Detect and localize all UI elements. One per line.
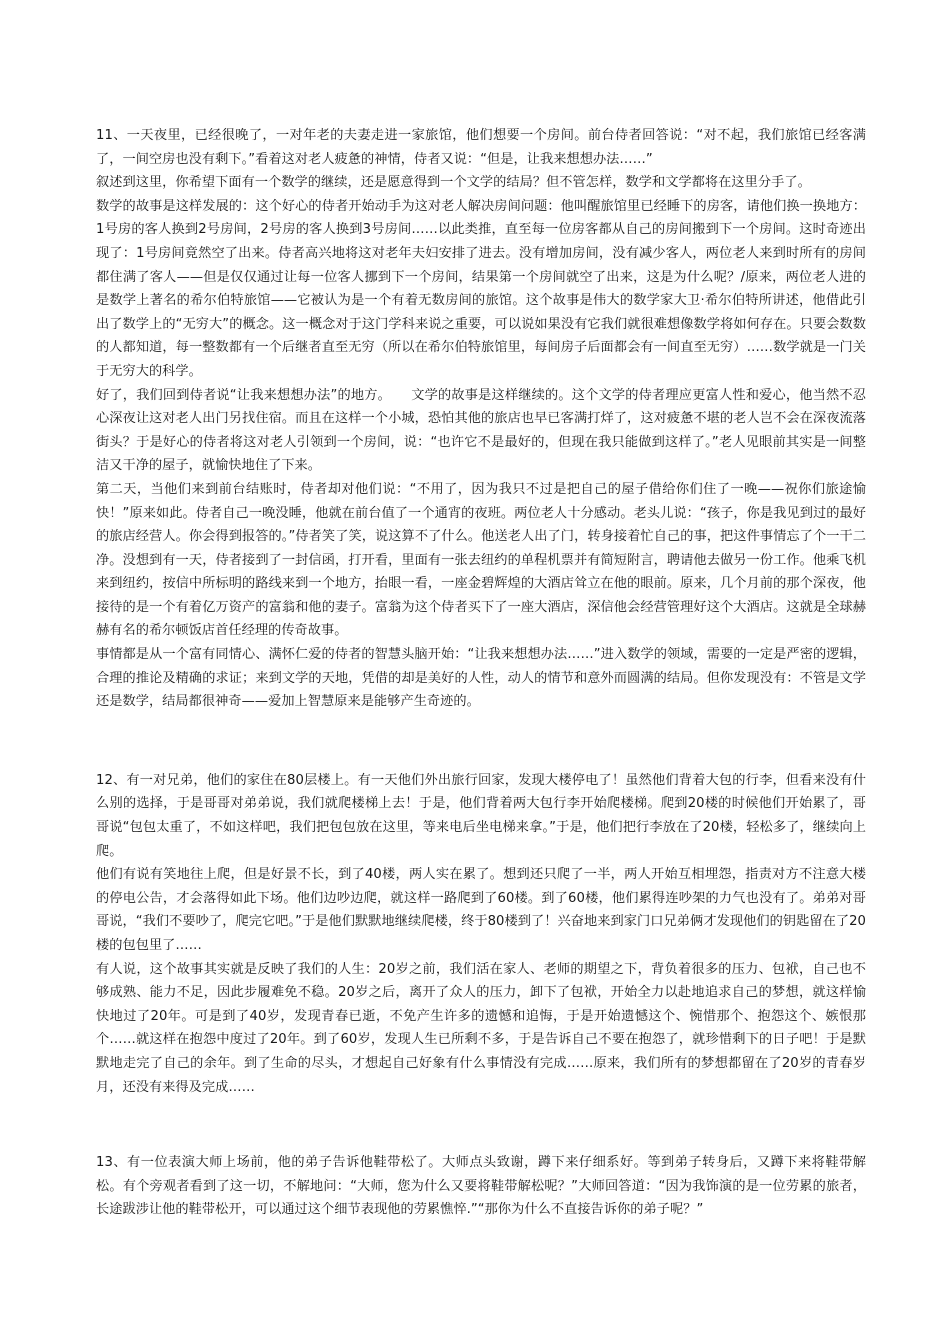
story-11	[96, 124, 866, 714]
story-11-paragraph-5: 第二天，当他们来到前台结账时，侍者却对他们说：“不用了，因为我只不过是把自己的屋子借给你们住了一晚——祝你们旅途愉快！”原来如此。侍者自己一晚没睡，他就在前台值了一个通宵的夜班。两位老人十分感动。老头儿说：“孩子，你是我见到过的最好的旅店经营人。你会得到报答的。”侍者笑了笑，说这算不了什么。他送老人出了门，转身接着忙自己的事，把这件事情忘了个一干二净。没想到有一天，侍者接到了一封信函，打开看，里面有一张去纽约的单程机票并有简短附言，聘请他去做另一份工作。他乘飞机来到纽约，按信中所标明的路线来到一个地方，抬眼一看，一座金碧辉煌的大酒店耸立在他的眼前。原来，几个月前的那个深夜，他接待的是一个有着亿万资产的富翁和他的妻子。富翁为这个侍者买下了一座大酒店，深信他会经营管理好这个大酒店。这就是全球赫赫有名的希尔顿饭店首任经理的传奇故事。	[96, 481, 866, 639]
story-13	[96, 1151, 866, 1222]
section-spacer	[96, 714, 866, 769]
story-12	[96, 769, 866, 1099]
story-11-paragraph-1: 11、一天夜里，已经很晚了，一对年老的夫妻走进一家旅馆，他们想要一个房间。前台侍者回答说：“对不起，我们旅馆已经客满了，一间空房也没有剩下。”看着这对老人疲惫的神情，侍者又说：“但是，让我来想想办法……”	[96, 128, 866, 167]
story-13-paragraph-1: 13、有一位表演大师上场前，他的弟子告诉他鞋带松了。大师点头致谢，蹲下来仔细系好。等到弟子转身后，又蹲下来将鞋带解松。有个旁观者看到了这一切，不解地问：“大师，您为什么又要将鞋带解松呢？”大师回答道：“因为我饰演的是一位劳累的旅者，长途跋涉让他的鞋带松开，可以通过这个细节表现他的劳累憔悴.”“那你为什么不直接告诉你的弟子呢？”	[96, 1155, 866, 1218]
story-11-paragraph-4: 好了，我们回到侍者说“让我来想想办法”的地方。 文学的故事是这样继续的。这个文学的侍者理应更富人性和爱心，他当然不忍心深夜让这对老人出门另找住宿。而且在这样一个小城，恐怕其他的旅店也早已客满打烊了，这对疲惫不堪的老人岂不会在深夜流落街头？于是好心的侍者将这对老人引领到一个房间，说：“也许它不是最好的，但现在我只能做到这样了。”老人见眼前其实是一间整洁又干净的屋子，就愉快地住了下来。	[96, 387, 866, 474]
section-spacer	[96, 1099, 866, 1151]
story-11-paragraph-2: 叙述到这里，你希望下面有一个数学的继续，还是愿意得到一个文学的结局？但不管怎样，数学和文学都将在这里分手了。	[96, 175, 811, 191]
story-12-paragraph-1: 12、有一对兄弟，他们的家住在80层楼上。有一天他们外出旅行回家，发现大楼停电了！虽然他们背着大包的行李，但看来没有什么别的选择，于是哥哥对弟弟说，我们就爬楼梯上去！于是，他们背着两大包行李开始爬楼梯。爬到20楼的时候他们开始累了，哥哥说“包包太重了，不如这样吧，我们把包包放在这里，等来电后坐电梯来拿。”于是，他们把行李放在了20楼，轻松多了，继续向上爬。	[96, 772, 866, 859]
story-11-paragraph-6: 事情都是从一个富有同情心、满怀仁爱的侍者的智慧头脑开始：“让我来想想办法……”进入数学的领域，需要的一定是严密的逻辑，合理的推论及精确的求证；来到文学的天地，凭借的却是美好的人性，动人的情节和意外而圆满的结局。但你发现没有：不管是文学还是数学，结局都很神奇——爱加上智慧原来是能够产生奇迹的。	[96, 647, 866, 710]
story-12-paragraph-2: 他们有说有笑地往上爬，但是好景不长，到了40楼，两人实在累了。想到还只爬了一半，两人开始互相埋怨，指责对方不注意大楼的停电公告，才会落得如此下场。他们边吵边爬，就这样一路爬到了60楼。到了60楼，他们累得连吵架的力气也没有了。弟弟对哥哥说，“我们不要吵了，爬完它吧。”于是他们默默地继续爬楼，终于80楼到了！兴奋地来到家门口兄弟俩才发现他们的钥匙留在了20楼的包包里了……	[96, 867, 866, 953]
story-12-paragraph-3: 有人说，这个故事其实就是反映了我们的人生：20岁之前，我们活在家人、老师的期望之下，背负着很多的压力、包袱，自己也不够成熟、能力不足，因此步履难免不稳。20岁之后，离开了众人的压力，卸下了包袱，开始全力以赴地追求自己的梦想，就这样愉快地过了20年。可是到了40岁，发现青春已逝，不免产生许多的遗憾和追悔，于是开始遗憾这个、惋惜那个、抱怨这个、嫉恨那个……就这样在抱怨中度过了20年。到了60岁，发现人生已所剩不多，于是告诉自己不要在抱怨了，就珍惜剩下的日子吧！于是默默地走完了自己的余年。到了生命的尽头，才想起自己好象有什么事情没有完成……原来，我们所有的梦想都留在了20岁的青春岁月，还没有来得及完成……	[96, 961, 866, 1095]
document-page	[96, 124, 866, 1222]
story-11-paragraph-3: 数学的故事是这样发展的：这个好心的侍者开始动手为这对老人解决房间问题：他叫醒旅馆里已经睡下的房客，请他们换一换地方：1号房的客人换到2号房间，2号房的客人换到3号房间……以此类推，直至每一位房客都从自己的房间搬到下一个房间。这时奇迹出现了：1号房间竟然空了出来。侍者高兴地将这对老年夫妇安排了进去。没有增加房间，没有减少客人，两位老人来到时所有的房间都住满了客人——但是仅仅通过让每一位客人挪到下一个房间，结果第一个房间就空了出来，这是为什么呢？/原来，两位老人进的是数学上著名的希尔伯特旅馆——它被认为是一个有着无数房间的旅馆。这个故事是伟大的数学家大卫·希尔伯特所讲述，他借此引出了数学上的“无穷大”的概念。这一概念对于这门学科来说之重要，可以说如果没有它我们就很难想像数学将如何存在。只要会数数的人都知道，每一整数都有一个后继者直至无穷（所以在希尔伯特旅馆里，每间房子后面都会有一间直至无穷）……数学就是一门关于无穷大的科学。	[96, 198, 866, 379]
